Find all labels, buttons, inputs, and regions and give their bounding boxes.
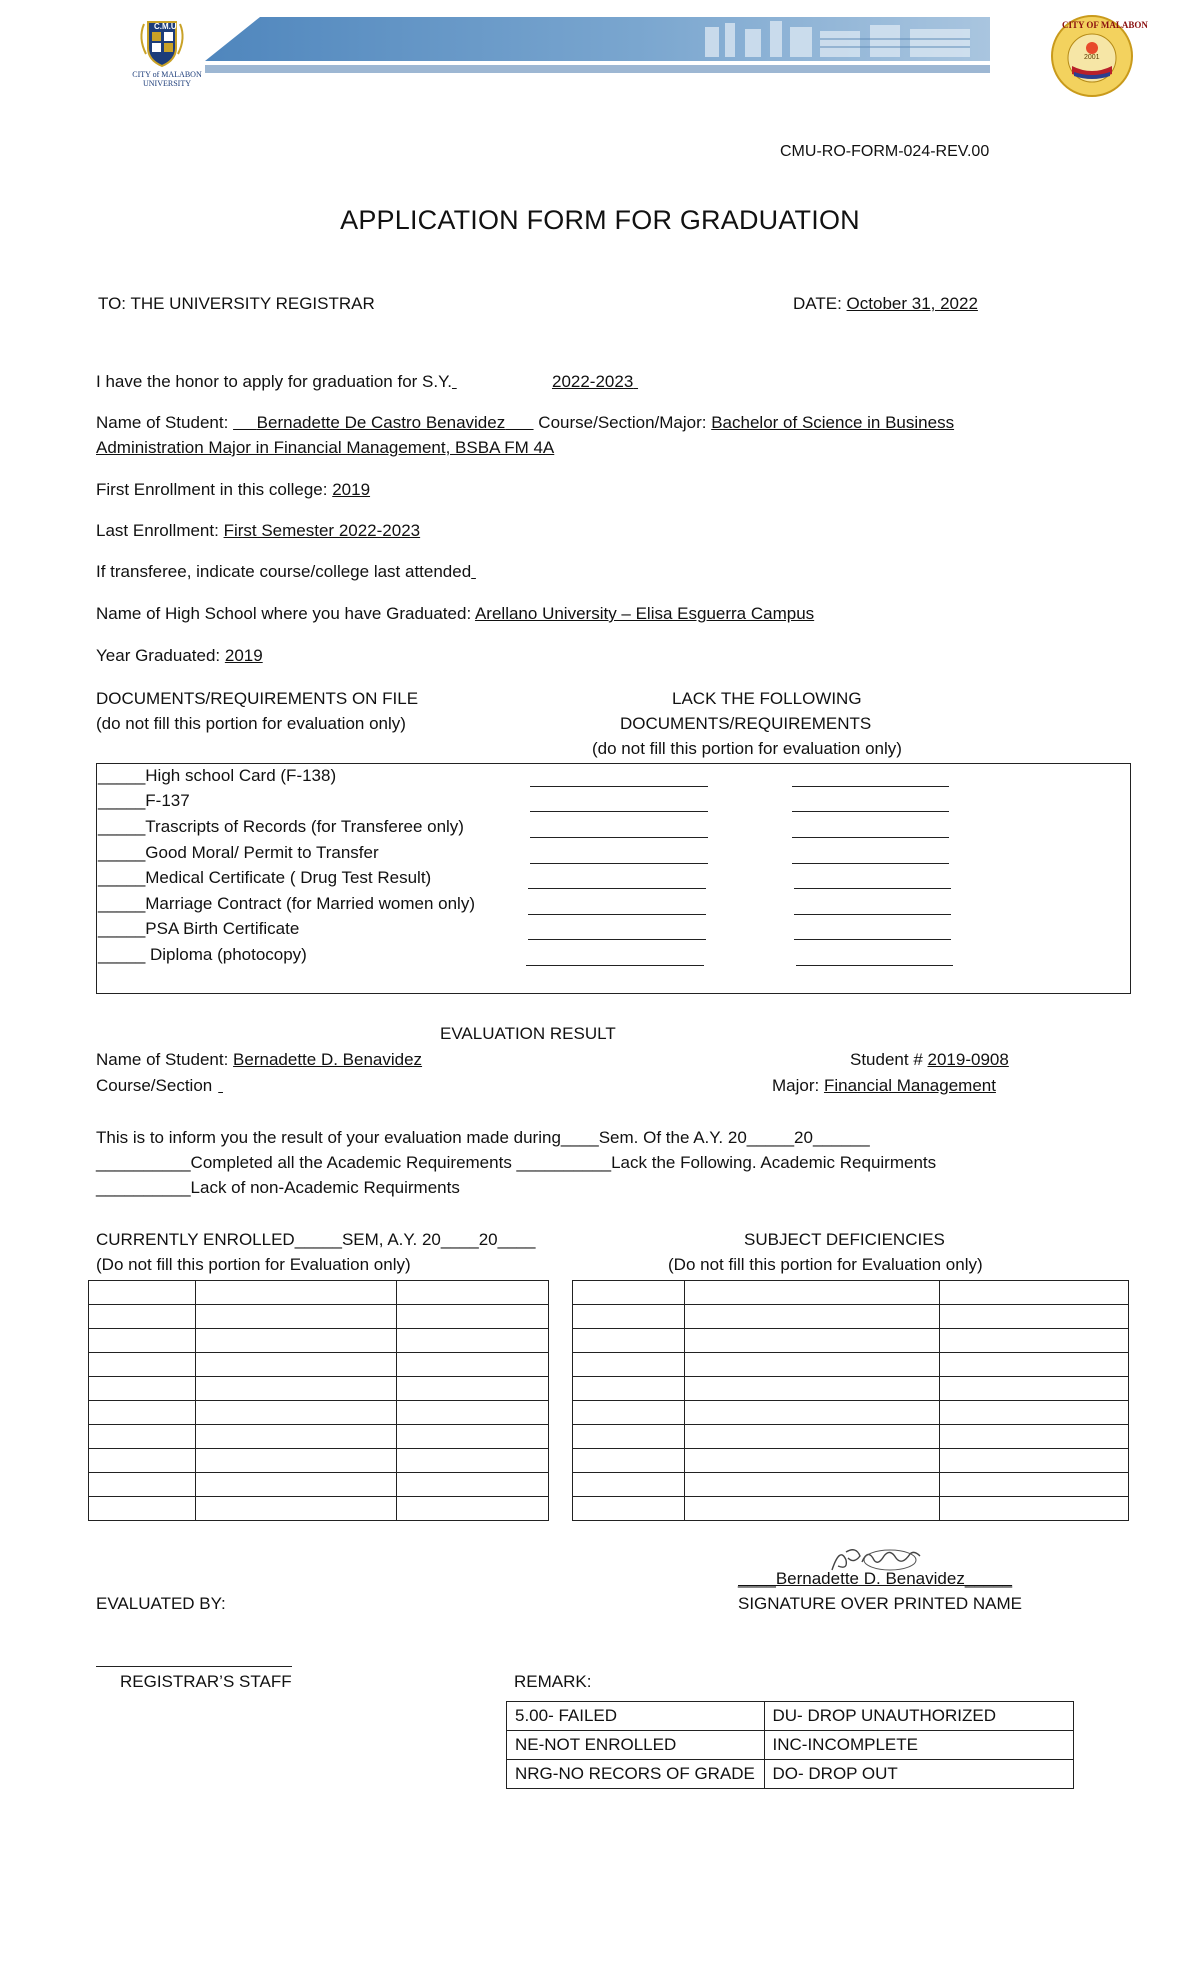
page-title: APPLICATION FORM FOR GRADUATION [340, 205, 860, 235]
lack-blank[interactable] [792, 863, 949, 864]
grid-cell[interactable] [195, 1281, 397, 1305]
hs-label: Name of High School where you have Graduated: [96, 604, 472, 623]
grid-cell[interactable] [397, 1473, 549, 1497]
major-label: Major: [772, 1076, 820, 1095]
grid-row [573, 1473, 1129, 1497]
grid-row [573, 1449, 1129, 1473]
document-item: _____Medical Certificate ( Drug Test Result) [98, 868, 432, 887]
student-no-value: 2019-0908 [927, 1050, 1009, 1069]
grid-row [89, 1353, 549, 1377]
first-enrollment-line [96, 480, 370, 500]
sy-blank-left [452, 372, 552, 392]
grid-cell[interactable] [684, 1497, 940, 1521]
lack-nonacademic-line: __________Lack of non-Academic Requirments [96, 1178, 460, 1197]
high-school-line [96, 604, 814, 624]
grid-cell[interactable] [195, 1401, 397, 1425]
lack-blank[interactable] [796, 965, 953, 966]
evaluation-heading: EVALUATION RESULT [440, 1024, 616, 1043]
transferee-line [96, 562, 1091, 582]
logo-left-text: C.M.U [154, 22, 177, 31]
date-label: DATE: [793, 294, 842, 313]
grid-cell[interactable] [573, 1473, 685, 1497]
lack-blank[interactable] [530, 863, 708, 864]
grid-row [573, 1497, 1129, 1521]
grid-cell[interactable] [89, 1401, 196, 1425]
grid-cell[interactable] [684, 1353, 940, 1377]
lack-heading-2: DOCUMENTS/REQUIREMENTS [620, 714, 872, 733]
grid-cell[interactable] [397, 1353, 549, 1377]
docs-note: (do not fill this portion for evaluation only) [96, 714, 406, 733]
grid-row [89, 1305, 549, 1329]
lack-blank[interactable] [794, 939, 951, 940]
lack-blank[interactable] [530, 786, 708, 787]
course-value-2: Administration Major in Financial Management, BSBA FM 4A [96, 438, 555, 457]
document-item: _____Good Moral/ Permit to Transfer [98, 843, 379, 862]
lack-blank[interactable] [794, 888, 951, 889]
grid-cell[interactable] [940, 1401, 1129, 1425]
grid-row [89, 1281, 549, 1305]
eval-name-line [96, 1050, 422, 1070]
seal-year: 2001 [1084, 54, 1100, 61]
lack-blank[interactable] [528, 939, 706, 940]
remark-row [507, 1702, 1074, 1731]
grid-cell[interactable] [573, 1281, 685, 1305]
grid-cell[interactable] [940, 1353, 1129, 1377]
lack-blank[interactable] [526, 965, 704, 966]
course-section-line [96, 1076, 574, 1096]
signature-name [738, 1569, 1012, 1589]
grid-row [573, 1425, 1129, 1449]
remark-row [507, 1760, 1074, 1789]
remark-cell: DO- DROP OUT [764, 1760, 1074, 1789]
currently-enrolled-note: (Do not fill this portion for Evaluation only) [96, 1255, 411, 1274]
docs-heading: DOCUMENTS/REQUIREMENTS ON FILE [96, 689, 419, 708]
grid-row [89, 1473, 549, 1497]
registrar-signature-line[interactable] [96, 1666, 292, 1667]
transferee-label: If transferee, indicate course/college last attended [96, 562, 472, 581]
grid-cell[interactable] [89, 1377, 196, 1401]
student-label: Name of Student: [96, 413, 229, 432]
eval-name-label: Name of Student: [96, 1050, 229, 1069]
lack-blank[interactable] [528, 888, 706, 889]
grid-cell[interactable] [573, 1497, 685, 1521]
grid-cell[interactable] [195, 1473, 397, 1497]
sy-value: 2022-2023 [551, 372, 634, 391]
evaluated-by-label: EVALUATED BY: [96, 1594, 226, 1613]
grid-cell[interactable] [684, 1401, 940, 1425]
remark-table [506, 1701, 1074, 1789]
grid-row [573, 1305, 1129, 1329]
grid-row [573, 1377, 1129, 1401]
grid-cell[interactable] [940, 1281, 1129, 1305]
major-value: Financial Management [823, 1076, 996, 1095]
student-value: Bernadette De Castro Benavidez [256, 413, 506, 432]
grid-row [573, 1329, 1129, 1353]
grid-cell[interactable] [397, 1497, 549, 1521]
grid-cell[interactable] [684, 1305, 940, 1329]
remark-cell: INC-INCOMPLETE [764, 1731, 1074, 1760]
grid-cell[interactable] [397, 1305, 549, 1329]
remark-cell: 5.00- FAILED [507, 1702, 765, 1731]
eval-name-value: Bernadette D. Benavidez [233, 1050, 423, 1069]
grid-cell[interactable] [195, 1329, 397, 1353]
lack-blank[interactable] [792, 786, 949, 787]
lack-blank[interactable] [792, 837, 949, 838]
grid-cell[interactable] [940, 1497, 1129, 1521]
currently-enrolled-heading: CURRENTLY ENROLLED_____SEM, A.Y. 20____20____ [96, 1230, 536, 1249]
grid-cell[interactable] [89, 1425, 196, 1449]
grid-cell[interactable] [940, 1329, 1129, 1353]
grid-row [89, 1449, 549, 1473]
form-code: CMU-RO-FORM-024-REV.00 [780, 143, 990, 160]
grid-cell[interactable] [195, 1497, 397, 1521]
year-graduated-line [96, 646, 263, 666]
grid-cell[interactable] [940, 1377, 1129, 1401]
grid-cell[interactable] [940, 1305, 1129, 1329]
year-grad-label: Year Graduated: [96, 646, 221, 665]
grid-cell[interactable] [89, 1329, 196, 1353]
currently-enrolled-table [88, 1280, 549, 1521]
grid-cell[interactable] [89, 1449, 196, 1473]
header-banner [205, 17, 990, 79]
course-section-label: Course/Section [96, 1076, 213, 1095]
year-grad-value: 2019 [224, 646, 263, 665]
remark-cell: NE-NOT ENROLLED [507, 1731, 765, 1760]
completed-line: __________Completed all the Academic Requirements __________Lack the Following. Academic Requirments [96, 1153, 937, 1172]
grid-row [573, 1401, 1129, 1425]
grid-cell[interactable] [397, 1329, 549, 1353]
grid-cell[interactable] [397, 1425, 549, 1449]
document-item: _____High school Card (F-138) [98, 766, 337, 785]
signature-name-text: ____Bernadette D. Benavidez_____ [738, 1569, 1013, 1588]
grid-row [89, 1401, 549, 1425]
grid-cell[interactable] [89, 1353, 196, 1377]
lack-blank[interactable] [530, 811, 708, 812]
grid-cell[interactable] [684, 1281, 940, 1305]
grid-cell[interactable] [89, 1497, 196, 1521]
date-value: October 31, 2022 [846, 294, 978, 313]
last-enroll-label: Last Enrollment: [96, 521, 219, 540]
subject-deficiencies-table [572, 1280, 1129, 1521]
seal-text: CITY OF MALABON [1062, 20, 1148, 30]
sy-line [96, 372, 1081, 392]
grid-cell[interactable] [195, 1377, 397, 1401]
grid-cell[interactable] [573, 1401, 685, 1425]
grid-cell[interactable] [397, 1449, 549, 1473]
first-enroll-label: First Enrollment in this college: [96, 480, 328, 499]
grid-cell[interactable] [573, 1377, 685, 1401]
lack-blank[interactable] [792, 811, 949, 812]
grid-cell[interactable] [397, 1401, 549, 1425]
grid-cell[interactable] [573, 1353, 685, 1377]
grid-row [573, 1281, 1129, 1305]
lack-heading-1: LACK THE FOLLOWING [672, 689, 862, 708]
registrar-staff-label: REGISTRAR’S STAFF [120, 1672, 292, 1691]
last-enroll-value: First Semester 2022-2023 [223, 521, 421, 540]
logo-left-caption: CITY of MALABON UNIVERSITY [132, 70, 202, 88]
signature-caption: SIGNATURE OVER PRINTED NAME [738, 1594, 1022, 1613]
lack-blank[interactable] [530, 837, 708, 838]
grid-cell[interactable] [684, 1449, 940, 1473]
hs-value: Arellano University – Elisa Esguerra Campus [474, 604, 815, 623]
first-enroll-value: 2019 [332, 480, 371, 499]
city-seal [1050, 14, 1148, 98]
subject-deficiencies-note: (Do not fill this portion for Evaluation only) [668, 1255, 983, 1274]
grid-cell[interactable] [89, 1305, 196, 1329]
grid-cell[interactable] [940, 1449, 1129, 1473]
grid-cell[interactable] [195, 1425, 397, 1449]
document-item: _____PSA Birth Certificate [98, 919, 300, 938]
last-enrollment-line [96, 521, 420, 541]
grid-cell[interactable] [89, 1473, 196, 1497]
remark-row [507, 1731, 1074, 1760]
remark-label: REMARK: [514, 1672, 592, 1691]
grid-cell[interactable] [397, 1377, 549, 1401]
course-label: Course/Section/Major: [538, 413, 707, 432]
lack-note: (do not fill this portion for evaluation only) [592, 739, 902, 758]
grid-cell[interactable] [195, 1353, 397, 1377]
to-line: TO: THE UNIVERSITY REGISTRAR [98, 294, 375, 313]
grid-cell[interactable] [940, 1425, 1129, 1449]
sy-blank-right [633, 372, 1081, 392]
remark-cell: NRG-NO RECORS OF GRADE [507, 1760, 765, 1789]
course-value-1: Bachelor of Science in Business [711, 413, 955, 432]
document-item: _____Trascripts of Records (for Transferee only) [98, 817, 464, 836]
grid-row [89, 1329, 549, 1353]
lack-blank[interactable] [794, 914, 951, 915]
grid-cell[interactable] [684, 1329, 940, 1353]
major-line [772, 1076, 996, 1096]
document-item: _____Marriage Contract (for Married women only) [98, 894, 475, 913]
document-item: _____F-137 [98, 791, 190, 810]
grid-cell[interactable] [940, 1473, 1129, 1497]
student-no-label: Student # [850, 1050, 923, 1069]
student-value-field [233, 413, 534, 432]
grid-row [89, 1425, 549, 1449]
sy-prefix: I have the honor to apply for graduation for S.Y. [96, 372, 452, 391]
grid-cell[interactable] [195, 1305, 397, 1329]
grid-cell[interactable] [573, 1305, 685, 1329]
date-field [793, 294, 978, 314]
grid-cell[interactable] [573, 1329, 685, 1353]
grid-row [573, 1353, 1129, 1377]
subject-deficiencies-heading: SUBJECT DEFICIENCIES [744, 1230, 945, 1249]
grid-cell[interactable] [684, 1425, 940, 1449]
grid-row [89, 1497, 549, 1521]
student-line [96, 413, 954, 433]
grid-cell[interactable] [89, 1281, 196, 1305]
grid-cell[interactable] [573, 1449, 685, 1473]
grid-cell[interactable] [573, 1425, 685, 1449]
grid-cell[interactable] [397, 1281, 549, 1305]
grid-cell[interactable] [684, 1473, 940, 1497]
remark-cell: DU- DROP UNAUTHORIZED [764, 1702, 1074, 1731]
inform-line: This is to inform you the result of your evaluation made during____Sem. Of the A.Y. 20_____20______ [96, 1128, 870, 1147]
transferee-blank [471, 562, 1091, 582]
course-section-blank[interactable] [218, 1076, 574, 1096]
document-item: _____ Diploma (photocopy) [98, 945, 307, 964]
grid-cell[interactable] [195, 1449, 397, 1473]
grid-row [89, 1377, 549, 1401]
student-number-line [850, 1050, 1009, 1070]
lack-blank[interactable] [528, 914, 706, 915]
grid-cell[interactable] [684, 1377, 940, 1401]
